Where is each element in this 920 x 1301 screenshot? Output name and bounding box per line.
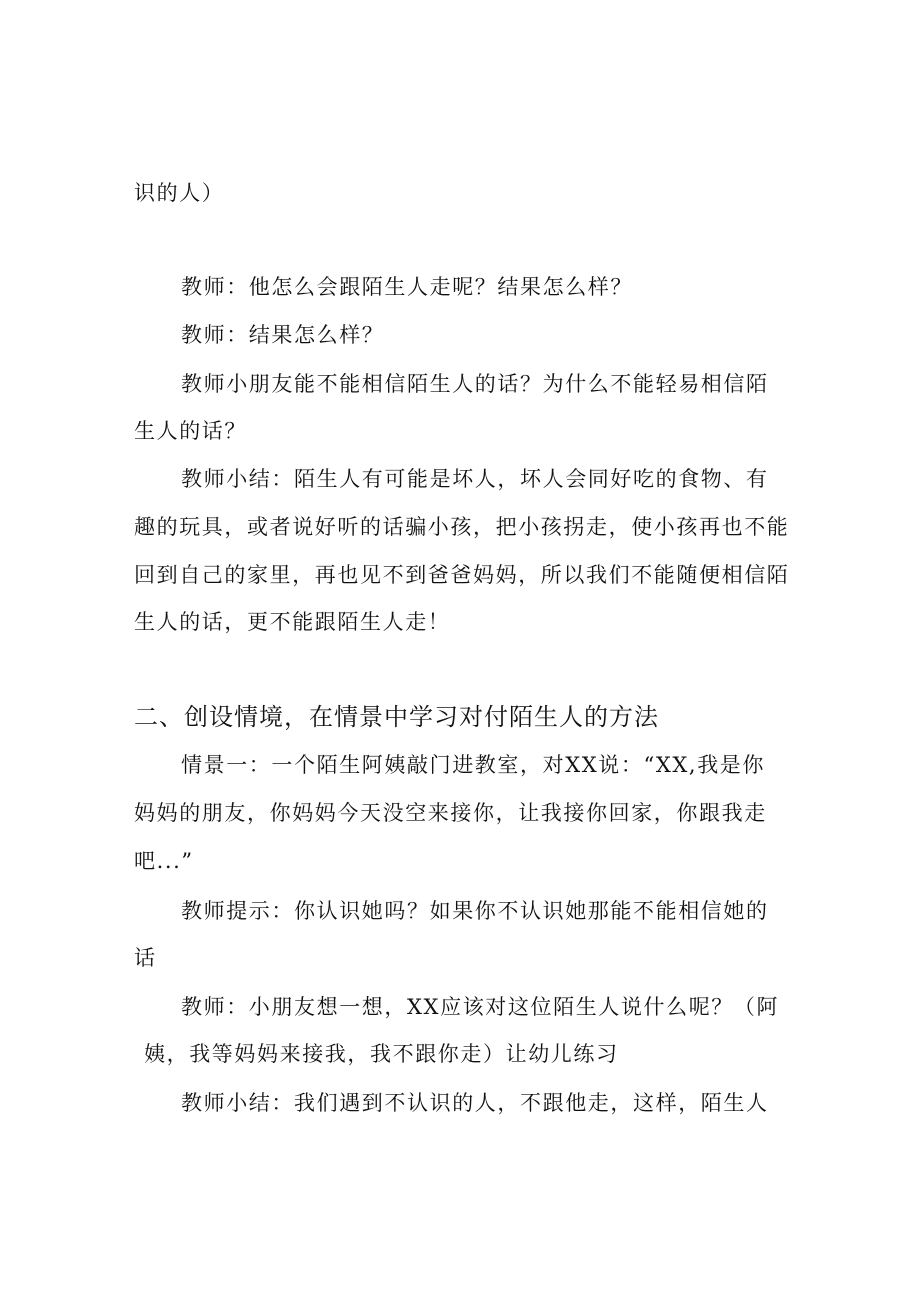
- paragraph-teacher-prompt-line-1: 教师：小朋友想一想，XX应该对这位陌生人说什么呢？（阿: [181, 995, 780, 1019]
- paragraph-teacher-hint-line-2: 话: [134, 946, 157, 970]
- paragraph-teacher-question-3-line-1: 教师小朋友能不能相信陌生人的话？为什么不能轻易相信陌: [181, 372, 769, 396]
- paragraph-scenario-line-3: 吧...”: [134, 849, 194, 873]
- paragraph-teacher-prompt-line-2: 姨，我等妈妈来接我，我不跟你走）让幼儿练习: [144, 1042, 619, 1066]
- paragraph-teacher-final-summary-line-1: 教师小结：我们遇到不认识的人，不跟他走，这样，陌生人: [181, 1091, 769, 1115]
- paragraph-continuation: 识的人）: [134, 181, 225, 205]
- paragraph-scenario-line-1: 情景一：一个陌生阿姨敲门进教室，对XX说：“XX,我是你: [181, 753, 766, 777]
- paragraph-teacher-summary-line-1: 教师小结：陌生人有可能是坏人，坏人会同好吃的食物、有: [181, 467, 769, 491]
- paragraph-teacher-question-3-line-2: 生人的话？: [134, 419, 247, 443]
- paragraph-scenario-line-2: 妈妈的朋友，你妈妈今天没空来接你，让我接你回家，你跟我走: [134, 801, 767, 825]
- paragraph-teacher-summary-line-2: 趣的玩具，或者说好听的话骗小孩，把小孩拐走，使小孩再也不能: [134, 515, 790, 539]
- paragraph-teacher-summary-line-3: 回到自己的家里，再也见不到爸爸妈妈，所以我们不能随便相信陌: [134, 563, 790, 587]
- paragraph-teacher-summary-line-4: 生人的话，更不能跟陌生人走！: [134, 610, 451, 634]
- paragraph-teacher-question-2: 教师：结果怎么样？: [181, 323, 385, 347]
- paragraph-teacher-question-1: 教师：他怎么会跟陌生人走呢？结果怎么样？: [181, 275, 633, 299]
- paragraph-teacher-hint-line-1: 教师提示：你认识她吗？如果你不认识她那能不能相信她的: [181, 899, 769, 923]
- section-heading: 二、创设情境，在情景中学习对付陌生人的方法: [134, 703, 659, 731]
